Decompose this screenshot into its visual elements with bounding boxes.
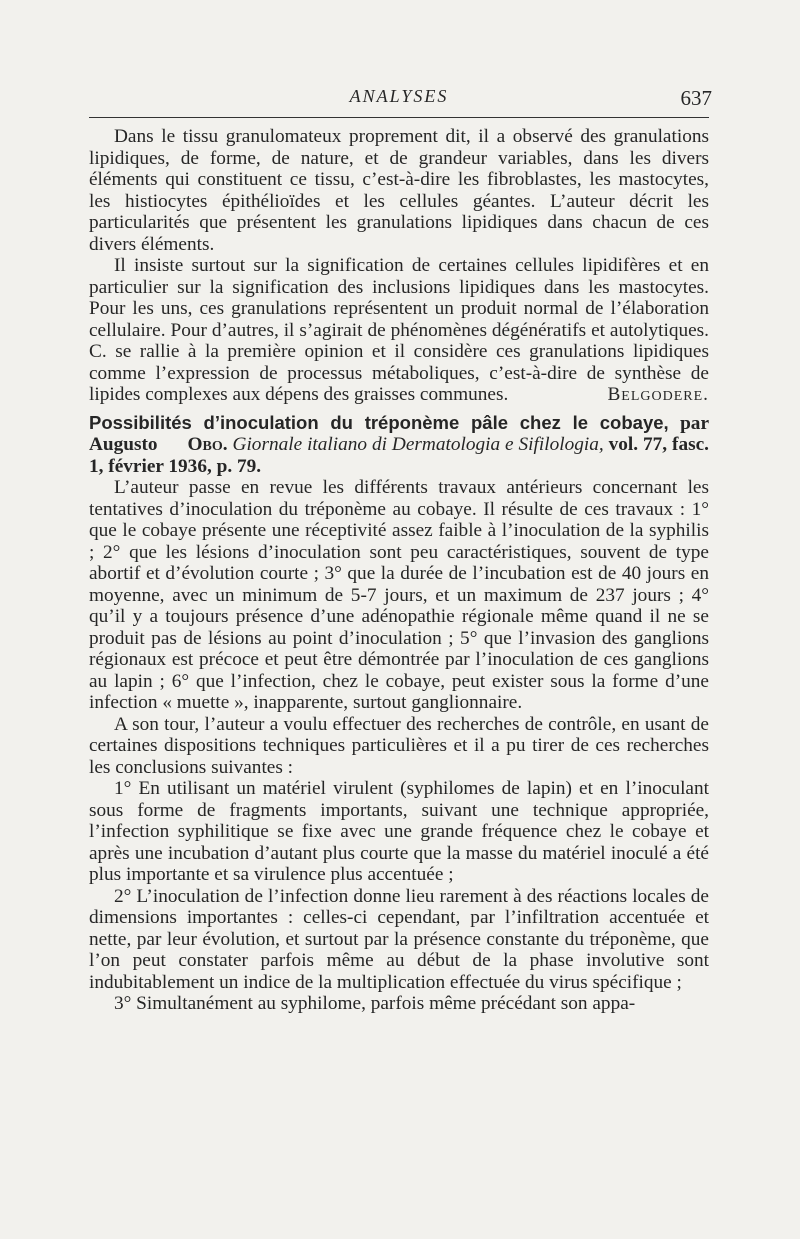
paragraph-conclusion-3: 3° Simultanément au syphilome, parfois même précédant son appa- bbox=[114, 993, 636, 1014]
article-title: Possibilités d’inoculation du tréponème pâle chez le cobaye, bbox=[89, 411, 669, 433]
paragraph-lipid-granulations: Dans le tissu granulomateux proprement dit, il a observé des granulations lipidiques, de forme, de nature, et de grandeur variables, dans les divers éléments qui constituent ce tissu, c’est-à-dire les fibroblastes, les mastocytes, les histiocytes épithélioïdes et les cellules géantes. L’auteur décrit les particularités que présentent les granulations lipidiques dans chacun de ces divers éléments. bbox=[89, 126, 709, 255]
paragraph-conclusion-1: 1° En utilisant un matériel virulent (syphilomes de lapin) et en l’inoculant sous forme de fragments importants, suivant une technique appropriée, l’infection syphilitique se fixe avec une grande fréquence chez le cobaye et après une incubation d’autant plus courte que la masse du matériel inoculé a été plus importante et sa virulence plus accentuée ; bbox=[89, 778, 709, 885]
article-heading bbox=[89, 412, 709, 478]
paragraph-author-research: A son tour, l’auteur a voulu effectuer des recherches de contrôle, en usant de certaines dispositions techniques particulières et il a pu tirer de ces recherches les conclusions suivantes : bbox=[89, 713, 709, 778]
article-author: Obo bbox=[187, 434, 223, 455]
page-content bbox=[89, 126, 709, 1015]
header-rule bbox=[89, 117, 709, 118]
author-signature: Belgodere. bbox=[607, 384, 709, 405]
page-header bbox=[89, 80, 712, 112]
paragraph-review: L’auteur passe en revue les différents travaux antérieurs concernant les tentatives d’inoculation du tréponème au cobaye. Il résulte de ces travaux : 1° que le cobaye présente une réceptivité assez faible à l’inoculation de la syphilis ; 2° que les lésions d’inoculation sont peu caractéristiques, souvent de type abortif et d’évolution courte ; 3° que la durée de l’incubation est de 40 jours en moyenne, avec un minimum de 5-7 jours, et un maximum de 237 jours ; 4° qu’il y a toujours présence d’une adénopathie régionale même quand il ne se produit pas de lésions au point d’inoculation ; 5° que l’invasion des ganglions régionaux est précoce et peut être démontrée par l’inoculation de ces ganglions au lapin ; 6° que l’infection, chez le cobaye, peut exister sous la forme d’une infection « muette », inapparente, surtout ganglionnaire. bbox=[89, 477, 709, 713]
page-number: 637 bbox=[680, 86, 712, 110]
article-details: vol. 77, fasc. 1, février 1936, p. 79. bbox=[89, 434, 710, 477]
article-by: par Augusto bbox=[89, 412, 710, 455]
paragraph-text: Il insiste surtout sur la signification de certaines cellules lipidifères et en particulier sur la signification des inclusions lipidiques dans les mastocytes. Pour les uns, ces granulations représentent un produit normal de l’élaboration cellulaire. Pour d’autres, il s’agirait de phénomènes dégénératifs et autolytiques. C. se rallie à la première opinion et il considère ces granulations lipidiques comme l’expression de processus métaboliques, c’est-à-dire de synthèse de lipides complexes aux dépens des graisses communes. bbox=[89, 255, 709, 405]
paragraph-conclusion-2: 2° L’inoculation de l’infection donne lieu rarement à des réactions locales de dimensions importantes : celles-ci cependant, par l’infiltration accentuée et nette, par leur évolution, et surtout par la présence constante du tréponème, que l’on peut constater parfois même au début de la phase involutive sont indubitablement un indice de la multiplication effectuée du virus spécifique ; bbox=[89, 885, 709, 993]
running-title: ANALYSES bbox=[349, 86, 449, 106]
paragraph-lipidiferous-cells bbox=[89, 255, 709, 406]
author-separator: . bbox=[222, 434, 233, 455]
journal-name: Giornale italiano di Dermatologia e Sifilologia, bbox=[232, 434, 604, 455]
